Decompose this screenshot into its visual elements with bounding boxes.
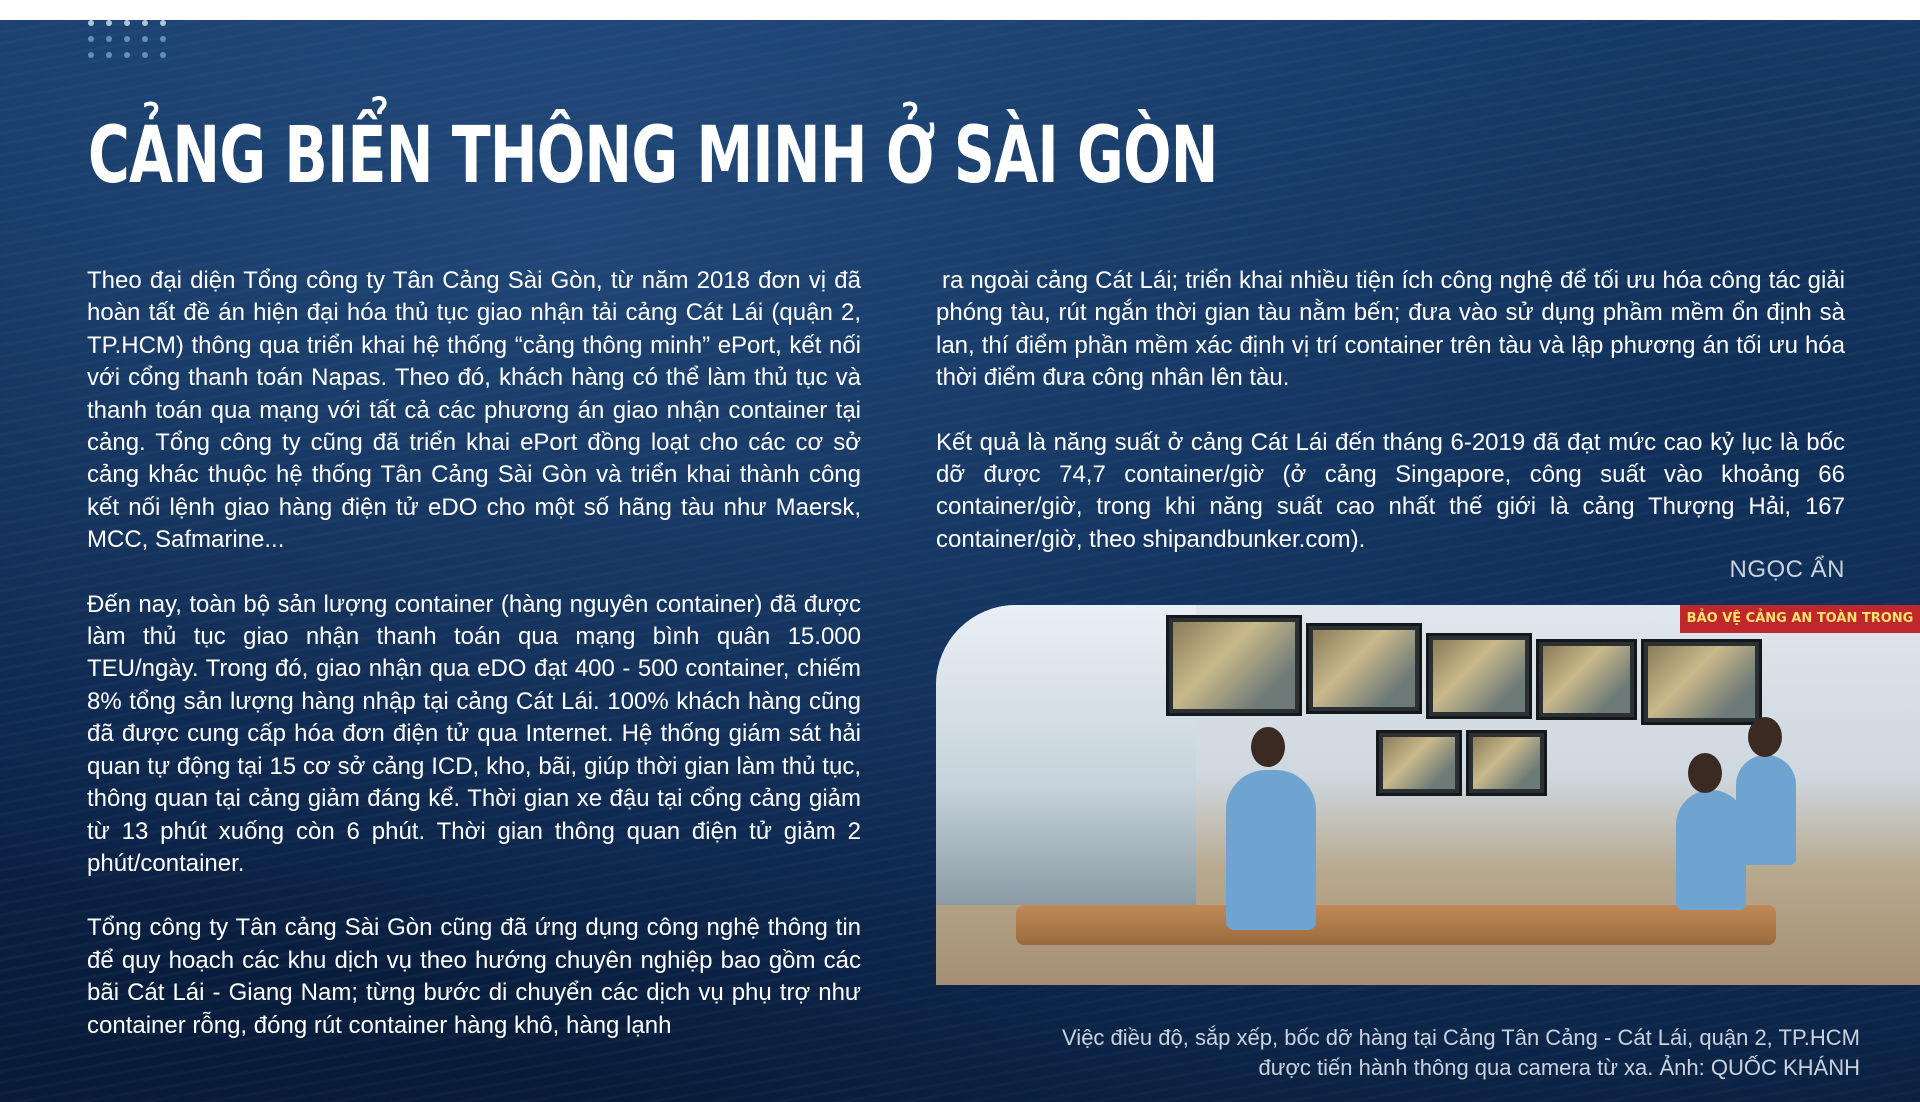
- author-byline: NGỌC ẨN: [1729, 556, 1845, 583]
- photo-monitor: [1426, 633, 1532, 719]
- paragraph: Tổng công ty Tân cảng Sài Gòn cũng đã ứng dụng công nghệ thông tin để quy hoạch các khu dịch vụ theo hướng chuyên nghiệp bao gồm các bãi Cát Lái - Giang Nam; từng bước di chuyển các dịch vụ phụ trợ như container rỗng, đóng rút container hàng khô, hàng lạnh: [87, 914, 861, 1039]
- article-title: CẢNG BIỂN THÔNG MINH Ở SÀI GÒN: [88, 111, 1218, 201]
- paragraph: ra ngoài cảng Cát Lái; triển khai nhiều tiện ích công nghệ để tối ưu hóa công tác giải phóng tàu, rút ngắn thời gian tàu nằm bến; đưa vào sử dụng phầm mềm ổn định sà lan, thí điểm phần mềm xác định vị trí container trên tàu và lập phương án tối ưu hóa thời điểm đưa công nhân lên tàu.: [936, 267, 1845, 392]
- photo-window-view: [936, 605, 1196, 905]
- photo-operator-head: [1688, 753, 1722, 793]
- decorative-dot-grid: [88, 20, 178, 90]
- photo-operator: [1226, 770, 1316, 930]
- caption-line: được tiến hành thông qua camera từ xa. Ảnh: QUỐC KHÁNH: [1258, 1055, 1860, 1080]
- photo-operator-head: [1748, 717, 1782, 757]
- photo-operator: [1736, 755, 1796, 865]
- article-page: [0, 20, 1920, 1102]
- photo-monitor: [1641, 639, 1762, 725]
- photo-operator-head: [1251, 727, 1285, 767]
- photo-monitor: [1306, 623, 1422, 714]
- photo-monitor: [1536, 639, 1637, 720]
- photo-desk: [1016, 905, 1776, 945]
- left-text-column: [87, 265, 861, 1074]
- photo-banner-sign: BẢO VỆ CẢNG AN TOÀN TRONG: [1680, 605, 1920, 633]
- paragraph: Kết quả là năng suất ở cảng Cát Lái đến tháng 6-2019 đã đạt mức cao kỷ lục là bốc dỡ được 74,7 container/giờ (ở cảng Singapore, công suất vào khoảng 66 container/giờ, trong khi năng suất cao nhất thế giới là cảng Thượng Hải, 167 container/giờ, theo shipandbunker.com).: [936, 428, 1845, 553]
- photo-monitor: [1166, 615, 1302, 716]
- photo-caption: [960, 1023, 1860, 1083]
- photo-monitor: [1376, 730, 1462, 796]
- right-text-column: [936, 265, 1845, 588]
- paragraph: Đến nay, toàn bộ sản lượng container (hàng nguyên container) đã được làm thủ tục giao nhận thanh toán qua mạng bình quân 15.000 TEU/ngày. Trong đó, giao nhận qua eDO đạt 400 - 500 container, chiếm 8% tổng sản lượng hàng nhập tại cảng Cát Lái. 100% khách hàng cũng đã được cung cấp hóa đơn điện tử qua Internet. Hệ thống giám sát hải quan tự động tại 15 cơ sở cảng ICD, kho, bãi, giúp thời gian làm thủ tục, thông quan tại cảng giảm đáng kể. Thời gian xe đậu tại cổng cảng giảm từ 13 phút xuống còn 6 phút. Thời gian thông quan điện tử giảm 2 phút/container.: [87, 590, 861, 877]
- control-room-photo: [936, 605, 1920, 985]
- paragraph: Theo đại diện Tổng công ty Tân Cảng Sài Gòn, từ năm 2018 đơn vị đã hoàn tất đề án hiện đại hóa thủ tục giao nhận tải cảng Cát Lái (quận 2, TP.HCM) thông qua triển khai hệ thống “cảng thông minh” ePort, kết nối với cổng thanh toán Napas. Theo đó, khách hàng có thể làm thủ tục và thanh toán qua mạng với tất cả các phương án giao nhận container tại cảng. Tổng công ty cũng đã triển khai ePort đồng loạt cho các cơ sở cảng khác thuộc hệ thống Tân Cảng Sài Gòn và triển khai thành công kết nối lệnh giao hàng điện tử eDO cho một số hãng tàu như Maersk, MCC, Safmarine...: [87, 267, 861, 554]
- caption-line: Việc điều độ, sắp xếp, bốc dỡ hàng tại Cảng Tân Cảng - Cát Lái, quận 2, TP.HCM: [1062, 1025, 1860, 1050]
- photo-monitor: [1466, 730, 1547, 796]
